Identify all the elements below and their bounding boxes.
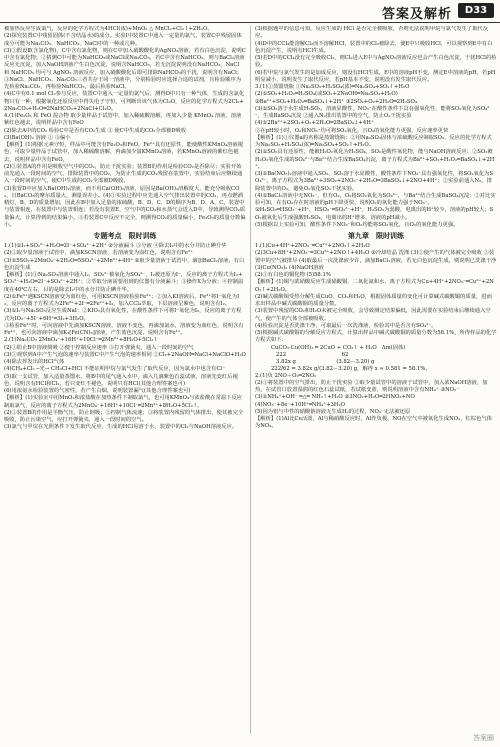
answer-paragraph: (5)根据碱式碳酸铜的分解反应方程式，计算出样品中碱式碳酸铜的质量分数为58.1%，所得样品的化学方程式如下：	[255, 330, 497, 344]
answer-paragraph: (2)碱式碳酸铜受热分解生成CuO、CO₂和H₂O，根据固体质量的变化可计算碱式碳酸铜的质量，进而求出样品中碱式碳酸铜的质量分数。	[255, 293, 492, 307]
page-title: 答案及解析	[381, 7, 452, 22]
answer-paragraph: 【解析】(1)实验室中用MnO₂和浓盐酸在加热条件下制取氯气，也可用KMnO₄与浓盐酸在常温下反应制取氯气，反应的离子方程式为2MnO₄⁻+16H⁺+10Cl⁻═2Mn²⁺+8H₂O+5Cl₂↑。	[4, 395, 243, 409]
answer-paragraph: (4)①2Ba²⁺+2SO₂+O₂+2H₂O═2BaSO₄↓+4H⁺	[255, 120, 374, 127]
answer-paragraph: (2)①SO₂具有还原性，能被H₂O₂氧化为H₂SO₄，SO₂是酸性氧化物，能与NaOH溶液反应；②SO₂被H₂O₂氧化生成的SO₄²⁻与Ba²⁺结合生成BaSO₄沉淀，离子方程式为Ba²⁺+SO₂+H₂O₂═BaSO₄↓+2H⁺。	[255, 149, 495, 170]
answer-paragraph: (2)3Cu+8H⁺+2NO₃⁻═3Cu²⁺+2NO↑+4H₂O ②冷却结晶 洗涤 (3)①使产生的气体被完全吸收 ②装置中的空气被排尽 (4)取最后一次洗涤液少许，滴加BaCl₂溶液，若无白色沉淀生成，则说明已洗涤干净	[255, 250, 497, 264]
section-heading: 第九章 限时训练	[348, 232, 404, 240]
answer-paragraph: (4)NO₃⁻+8e⁻+10H⁺═NH₄⁺+3H₂O	[255, 401, 345, 408]
answer-paragraph: ③检验Fe²⁺时，可向溶液中先滴加KSCN溶液，溶液不变色，再滴加氯水，溶液变为血红色，说明含有Fe²⁺，也可向溶液中滴加K₃[Fe(CN)₆]溶液，产生蓝色沉淀，说明含有Fe²⁺。	[4, 322, 244, 336]
equation-line: 222/62 = 3.82x g/(3.82－3.20) g，解得 x ≈ 0.581 = 58.1%。	[271, 365, 431, 372]
answer-paragraph: (4)C中有0.1 mol Cl₂参与反应，装置C中通入一定量的氯气后，测得D中只有一种气体，生成的含氯化物只有一种，根据氧化还原反应中得失电子守恒，可判断出该气体为Cl₂O，反应的化学方程式为2Cl₂+2Na₂CO₃+H₂O═2NaHCO₃+2NaCl+Cl₂O。	[4, 91, 245, 112]
answer-paragraph: (6)用浓氨水检验装置的气密性，若产生白烟，说明装置漏气(其他合理答案也可)	[4, 388, 191, 394]
answer-paragraph: (5)若D中的CCl₄没有完全吸收Cl₂，则Cl₂进入E中与AgNO₃溶液反应也会产生白色沉淀，干扰HCl的检验。	[255, 55, 497, 69]
answer-paragraph: 2.(1)负 2NO＋O₂═2NO₂	[255, 372, 317, 379]
answer-paragraph: (2)①装置A的作用是吸收空气中的CO₂，防止干扰实验；装置B的作用是检验CO₂是否除尽；实验开始前先通入一段时间的空气，排除装置中的CO₂，为防止生成的CO₂残留在装置中，实验结束后应继续通入一段时间的空气，使C中生成的CO₂全部被D吸收。	[4, 163, 243, 185]
answer-paragraph: (4)①BaCl₂溶液中无NO₃⁻，但有O₂，O₂将SO₂氧化为SO₄²⁻，与Ba²⁺结合生成BaSO₄沉淀；②对比实验可知，在有O₂存在时溶液的pH下降更快，说明O₂的氧化能力强于NO₃⁻。	[255, 192, 496, 206]
answer-paragraph: 【解析】(1)①Na₂SO₃溶液中通入I₂，SO₃²⁻被氧化为SO₄²⁻，I₂被还原为I⁻，反应的离子方程式为I₂+SO₃²⁻+H₂O═2I⁻+SO₄²⁻+2H⁺；②萃取分液需要用到的仪器有分液漏斗；③操作X为分液；④控制温度在40℃左右，目的是除去I₂中的水分并防止碘升华。	[4, 272, 244, 293]
answer-paragraph: (2)①取少量溶液于试管中，滴加KSCN溶液，若溶液变为血红色，说明含有Fe³⁺	[4, 250, 193, 257]
answer-paragraph: 3.(1)①蒸馏烧瓶 ②Na₂SO₃+H₂SO₄(浓)═Na₂SO₄+SO₂↑+H₂O	[255, 84, 410, 90]
answer-paragraph: (4)检验沉淀是否洗涤干净，可取最后一次洗涤液，检验其中是否含有SO₄²⁻。	[255, 322, 437, 329]
column-divider	[250, 26, 251, 734]
answer-paragraph: (5)因为铝与中性的硝酸钠溶液无生成H₂的过程，NO₃⁻无法被还原	[255, 408, 411, 415]
answer-paragraph: 1.(1)Cu+4H⁺+2NO₃⁻═Cu²⁺+2NO₂↑+2H₂O	[255, 243, 370, 249]
answer-paragraph: 1.(1)①I₂+SO₂²⁻+H₂O═2I⁻+SO₄²⁻+2H⁺ ②分液漏斗 ③分液 ④除去I₂中的水分并防止碘升华	[4, 243, 227, 249]
answer-paragraph: (6)若甲烷与氯气发生的是加成反应，则没有HCl生成，E中的溶液pH不变，测定E中溶液的pH，若pH明显减小，说明发生了取代反应，若pH基本不变，说明没有发生取代反应。	[255, 69, 496, 83]
answer-paragraph: (3)根据题中的信息可知，反应生成的 HCl 是否完全被吸收，否则无法说明甲烷与氯气发生了取代反应。	[255, 26, 489, 40]
answer-paragraph: (5)根据以上实验可知，酸性条件下NO₃⁻和O₂均能将SO₂氧化，且O₂的氧化能力更强。	[255, 221, 459, 228]
page-badge: D33	[458, 3, 494, 18]
page-header	[0, 0, 500, 23]
answer-paragraph: (4)CH₄+Cl₂ ─光→ CH₃Cl+HCl 不能证明甲烷与氯气发生了取代反应，因为氯水中也含有Cl⁻	[4, 366, 225, 373]
answer-paragraph: 【解析】(1)根据元素守恒，样品中可能含有Fe₂O₃和FeO，Fe²⁺具有还原性，能使酸性KMnO₄溶液褪色，可取少量样品于试管中，加入稀硫酸溶解，再滴加少量KMnO₄溶液，若KMnO₄溶液的紫红色褪去，说明样品中含有FeO。	[4, 142, 243, 163]
answer-paragraph: 【解析】(1)Al比Cu活泼，Al与稀硝酸反应时，Al作负极，NO在空气中被氧化生成NO₂，红棕色气体为NO₂。	[255, 416, 492, 430]
answer-paragraph: (2)①将装置中的空气排出，防止干扰实验 ②取少量试管中的溶液于试管中，加入浓NaOH溶液，加热，在试管口放置湿润的红色石蕊试纸，若试纸变蓝，则说明溶液中含有NH₄⁺ ③NO₃⁻	[255, 379, 488, 393]
answer-paragraph: (2)①Fe³⁺遇KSCN溶液变为血红色，可用KSCN溶液检验Fe³⁺；②加入KI溶液后，Fe³⁺将I⁻氧化为I₂，反应的离子方程式为2Fe³⁺+2I⁻═2Fe²⁺+I₂，加入CCl₄萃取，下层溶液呈紫色，说明含有I₂。	[4, 293, 240, 307]
answer-paragraph: (3)①观察到A中产生气泡的速率与装置C中产生气泡的速率相同 ②Cl₂+2NaOH═NaCl+NaClO+H₂O	[4, 351, 246, 358]
equation-line: CuCO₃·Cu(OH)₂ ═ 2CuO + CO₂↑ + H₂O Δm(固体)	[271, 344, 406, 351]
watermark: 答案圈	[473, 734, 494, 742]
answer-paragraph: (3)①SO₂溶于水生成H₂SO₃，溶液显酸性，NO₃⁻在酸性条件下具有强氧化性，能将SO₂氧化为SO₄²⁻，生成BaSO₄沉淀 ②通入N₂排出装置中的空气，防止O₂干扰实验	[255, 105, 490, 119]
answer-paragraph: (3)装置中残留的CO₂和H₂O未被完全吸收，会导致测定结果偏低，因此需要在实验结束后继续通入空气，使产生的气体全部被吸收。	[255, 308, 491, 322]
answer-paragraph: (2)探究装置C中残留固体(不含结晶水)的成分。实验Ⅰ中装置C中通入一定量的氯气，装置C中残留固体成分可能为Na₂CO₃、NaHCO₃、NaCl中的一种或几种。	[4, 33, 242, 47]
answer-paragraph: ②在pH较小时，O₂和NO₃⁻均可将SO₂氧化，且O₂的氧化能力更强，反应速率更快	[255, 127, 449, 134]
answer-paragraph: ②H₂SO₃═HSO₃⁻+H⁺，HSO₃⁻═SO₃²⁻+H⁺，H₂SO₃为弱酸，电离出的H⁺较少，溶液的pH较大；SO₂被氧化后生成强酸H₂SO₄，电离出的H⁺增多，溶液的pH减小。	[255, 207, 494, 221]
answer-paragraph: 4.(1)Fe₂O₃ 和 FeO 混合物 取少量样品于试管中，加入稀硫酸溶解，再加入少量 KMnO₄ 溶液，溶液紫红色褪去，说明样品中含有FeO	[4, 113, 242, 127]
answer-paragraph: (5)取一支试管，加入适量蒸馏水，将B中的尾气通入水中，滴入几滴紫色石蕊试液，溶液先变红后褪色，说明含有HCl和Cl₂，若只变红不褪色，说明只有HCl(其他合理答案也可)	[4, 373, 238, 387]
answer-paragraph: (4)D中的CCl₄能溶解Cl₂而不溶解HCl，装置中的Cl₂被除去，使E中只吸收HCl，可以观察到E中有白色沉淀产生，说明有HCl生成。	[255, 40, 493, 54]
answer-paragraph: ②Ba²⁺+SO₂+H₂O₂═BaSO₄↓+2H⁺ ③2SO₂+O₂+2H₂O═2H₂SO₄	[255, 98, 417, 105]
answer-paragraph: (3)①NH₄⁺+OH⁻ ═△═ NH₃↑+H₂O ②3NO₂+H₂O═2HNO₃+NO	[255, 394, 415, 401]
equation-line: 3.82x g (3.82－3.20) g	[271, 358, 375, 365]
left-column	[4, 26, 246, 734]
answer-paragraph: (3)①假设Ⅱ(含氯化物)，C中含有氯化物，则在C中加入硝酸酸化的AgNO₃溶液，若有白色沉淀，说明C中含有氯化物；②猜测C中可能为NaHCO₃或NaCl或Na₂CO₃，若C中含有NaHCO₃，则与BaCl₂溶液反应无沉淀，加入NaOH溶液产生白色沉淀，说明含NaHCO₃，若无沉淀说明没有NaHCO₃，NaCl 和 NaHCO₃ 均可与 AgNO₃ 溶液反应，加入硝酸酸化后即可排除NaHCO₃的干扰，说明含有NaCl；③NaCl、NaHCO₃、Na₂CO₃三者共存于同一溶液中，分别检验时应选择合适的试剂，且检验顺序为先检验Na₂CO₃，再检验NaHCO₃，最后检验NaCl。	[4, 47, 246, 90]
section-heading: 专题考点 限时训练	[93, 232, 157, 240]
answer-paragraph: (3)①I₂与Na₂SO₃反应生成NaI；②KIO₃具有氧化性，在酸性条件下可将I⁻氧化为I₂，反应的离子方程式为IO₃⁻+5I⁻+6H⁺═3I₂+3H₂O。	[4, 308, 242, 322]
answer-paragraph: (2)①装置B的作用是平衡气压，防止倒吸；②控制气体流速；③将装置内残留的气体排出，使其被完全吸收，防止污染空气，应打开弹簧夹，通入一段时间的空气。	[4, 409, 244, 423]
answer-paragraph: (3)装置D中应加入Ba(OH)₂溶液，而不用Ca(OH)₂溶液，原因是Ba(OH)₂溶解度大，能充分吸收CO₂，且BaCO₃的摩尔质量大，测量误差小。(4)①实验过程中应先通入空气排出装置中的CO₂，再点燃酒精灯，B、D的质量增加，因此在B中加入足量的浓硫酸，B、D、C、D的顺序为B、D、A、C，装置中与装置相连，在装置中与装置相连；若没有装置E，空气中的CO₂和水蒸气会进入D中，导致测得CO₂质量偏大，计算得到的结果偏小。③若装置C中反应不完全，则测得CO₂的质量偏小，Fe₂O₃的质量分数偏小。	[4, 185, 246, 228]
answer-paragraph: (3)①Ba(NO₃)₂溶液中通入SO₂，SO₂溶于水显酸性，酸性条件下NO₃⁻具有强氧化性，将SO₂氧化为SO₄²⁻，离子方程式为3Ba²⁺+3SO₂+2NO₃⁻+2H₂O═3BaSO₄↓+2NO+4H⁺；②实验前通入N₂，排除装置中的O₂，避免O₂氧化SO₂干扰实验。	[255, 171, 494, 192]
equation-line: 222 62	[271, 351, 349, 358]
answer-paragraph: (3)①5SO₂+2MnO₄⁻+2H₂O═5SO₄²⁻+2Mn²⁺+4H⁺ ②取少量溶液于试管中，滴加BaCl₂溶液，有白色沉淀生成	[4, 257, 245, 271]
answer-paragraph: (2)①有白色的铜化物 (5)58.1%	[255, 272, 331, 278]
answer-paragraph: 2.(1)Na₂CO₃ 2MnO₄⁻+16H⁺+10Cl⁻═2Mn²⁺+8H₂O+5Cl₂↑	[4, 337, 158, 344]
answer-paragraph: (2)①防止B中溶液倒吸 ②便于控制反应速率 ③打开弹簧夹，通入一段时间的空气	[4, 344, 194, 351]
answer-paragraph: (3)氯气与甲烷在光照条件下发生取代反应，生成的HCl易溶于水，装置中的Cl₂与NaOH溶液反应。	[4, 424, 238, 431]
right-column	[255, 26, 497, 734]
answer-paragraph: (3)Ba(OH)₂ 溶液 ① ③偏小	[4, 134, 71, 141]
answer-paragraph: 被加热反应生成氯气，反应的化学方程式为4HCl(浓)+MnO₂ △ MnCl₂+Cl₂↑+2H₂O。	[4, 26, 213, 32]
answer-paragraph: (4)除去挥发出的HCl气体	[4, 359, 65, 365]
answer-paragraph: (2)除去A中的CO₂ 检验C中是否有CO₂生成 ③ 使C中生成的CO₂全部被D吸收	[4, 127, 187, 134]
answer-paragraph: (2)①SO₂+H₂O₂═H₂SO₄(或SO₂+2NaOH═Na₂SO₃+H₂O)	[255, 91, 398, 98]
answer-paragraph: 【解析】(1)铜与浓硝酸反应生成硝酸铜、二氧化氮和水，离子方程式为Cu+4H⁺+2NO₃⁻═Cu²⁺+2NO₂↑+2H₂O。	[255, 279, 494, 293]
answer-paragraph: (3)Cu(NO₃)₂ (4)NaOH溶液	[255, 264, 324, 271]
answer-paragraph: 【解析】(1)①仪器a的名称是蒸馏烧瓶；②用Na₂SO₃固体与浓硫酸反应制取SO₂，反应的化学方程式为Na₂SO₃+H₂SO₄(浓)═Na₂SO₄+SO₂↑+H₂O。	[255, 134, 492, 148]
